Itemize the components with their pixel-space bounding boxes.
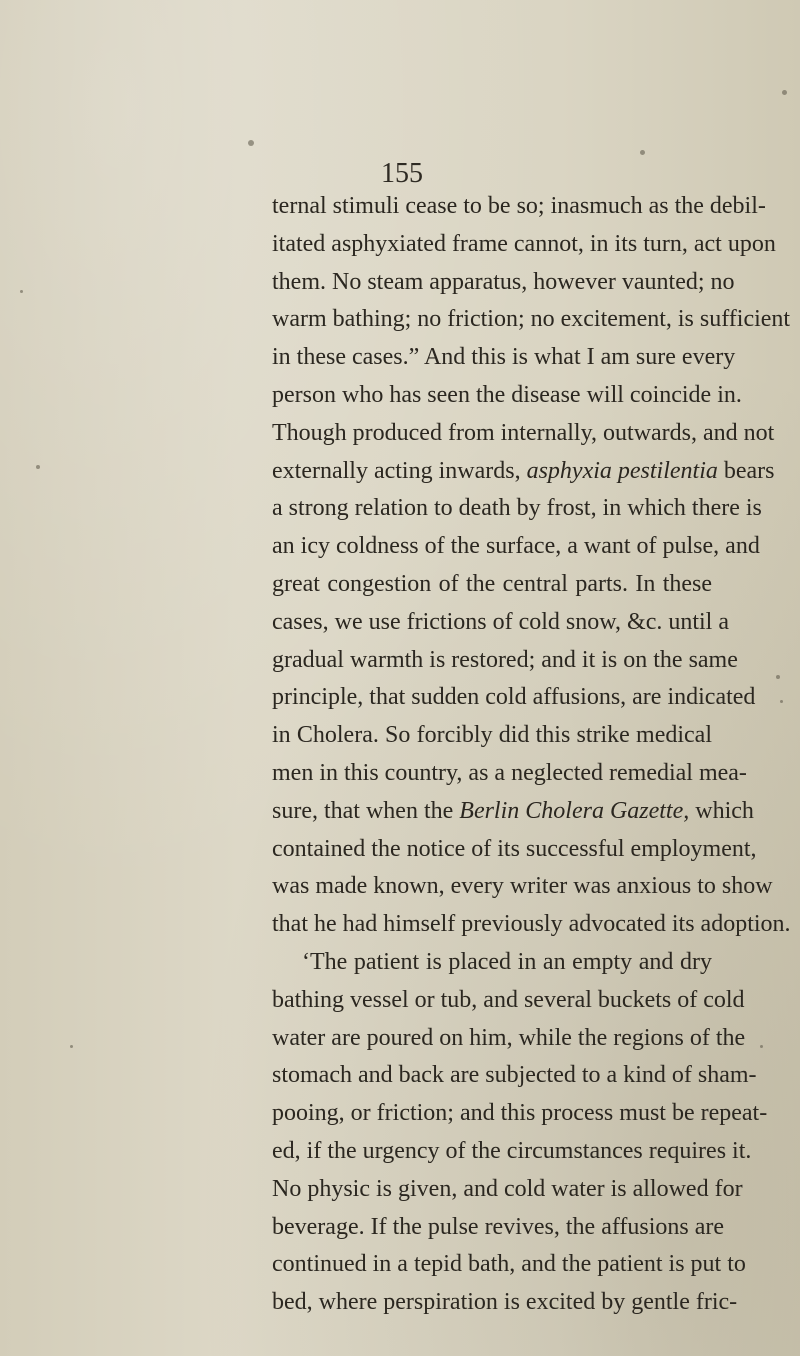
paper-speck: [780, 700, 783, 703]
text-run: gradual warmth is restored; and it is on the same: [272, 646, 738, 673]
text-run: beverage. If the pulse revives, the affusions are: [272, 1213, 725, 1240]
text-run: sure, that when the: [272, 797, 460, 824]
text-line: [272, 226, 776, 264]
text-run: ‘The patient is placed in an empty and dry: [302, 948, 712, 975]
paper-speck: [20, 290, 23, 293]
text-line: [272, 490, 762, 528]
text-line: [272, 831, 757, 869]
text-line: [272, 679, 756, 717]
text-run: a strong relation to death by frost, in which there is: [272, 495, 762, 522]
text-run: ed, if the urgency of the circumstances requires it.: [272, 1137, 752, 1164]
text-line: [272, 1133, 752, 1171]
text-run: warm bathing; no friction; no excitement, is sufficient: [272, 306, 791, 333]
text-line: [272, 1246, 746, 1284]
text-line: [272, 755, 747, 793]
text-run: cases, we use frictions of cold snow, &c. until a: [272, 608, 729, 635]
text-run: pooing, or friction; and this process must be repeat-: [272, 1100, 768, 1127]
text-line: [272, 1020, 746, 1058]
text-run: bathing vessel or tub, and several buckets of cold: [272, 986, 745, 1013]
paper-speck: [70, 1045, 73, 1048]
text-line: [272, 301, 791, 339]
text-run: Though produced from internally, outwards, and not: [272, 419, 775, 446]
text-line: [272, 415, 775, 453]
text-run: ternal stimuli cease to be so; inasmuch as the debil-: [272, 193, 766, 219]
text-run: externally acting inwards,: [272, 457, 527, 484]
text-line: [272, 1171, 743, 1209]
text-line: [272, 453, 775, 491]
text-line: [272, 566, 712, 604]
text-run: great congestion of the central parts. In these: [272, 570, 712, 597]
paper-speck: [782, 90, 787, 95]
text-line: [272, 793, 754, 831]
text-run: principle, that sudden cold affusions, are indicated: [272, 684, 756, 711]
paper-speck: [36, 465, 40, 469]
text-line: [272, 717, 712, 755]
text-run: bed, where perspiration is excited by gentle fric-: [272, 1289, 738, 1316]
text-line: [272, 1095, 768, 1133]
body-text: [272, 188, 791, 1322]
text-run: was made known, every writer was anxious to show: [272, 873, 773, 900]
text-run: bears: [717, 457, 775, 484]
text-line: [272, 944, 712, 982]
text-line: [272, 868, 773, 906]
paper-speck: [640, 150, 645, 155]
text-line: [272, 528, 760, 566]
text-line: [272, 188, 766, 226]
text-run: an icy coldness of the surface, a want of pulse, and: [272, 533, 760, 560]
text-line: [272, 642, 738, 680]
page-number: 155: [381, 158, 423, 189]
text-line: [272, 1284, 738, 1322]
text-run: in Cholera. So forcibly did this strike medical: [272, 722, 712, 749]
text-run: water are poured on him, while the regions of the: [272, 1024, 746, 1051]
italic-text: Berlin Cholera Gazette,: [459, 797, 690, 824]
text-run: which: [689, 797, 754, 824]
text-line: [272, 339, 736, 377]
text-run: itated asphyxiated frame cannot, in its turn, act upon: [272, 230, 776, 257]
text-line: [272, 982, 745, 1020]
italic-text: asphyxia pestilentia: [526, 457, 718, 484]
paper-speck: [776, 675, 780, 679]
text-run: in these cases.” And this is what I am sure every: [272, 344, 736, 371]
text-line: [272, 1209, 725, 1247]
text-run: that he had himself previously advocated its adoption.: [272, 911, 791, 938]
text-run: continued in a tepid bath, and the patient is put to: [272, 1251, 746, 1278]
text-run: stomach and back are subjected to a kind of sham-: [272, 1062, 757, 1089]
paper-speck: [760, 1045, 763, 1048]
text-run: them. No steam apparatus, however vaunted; no: [272, 268, 735, 295]
text-line: [272, 377, 742, 415]
text-line: [272, 906, 791, 944]
text-run: No physic is given, and cold water is allowed for: [272, 1175, 743, 1202]
text-line: [272, 1057, 757, 1095]
text-run: person who has seen the disease will coincide in.: [272, 381, 742, 408]
paper-speck: [248, 140, 254, 146]
text-run: contained the notice of its successful employment,: [272, 835, 757, 862]
text-run: men in this country, as a neglected remedial mea-: [272, 759, 747, 786]
text-line: [272, 604, 729, 642]
text-line: [272, 264, 735, 302]
